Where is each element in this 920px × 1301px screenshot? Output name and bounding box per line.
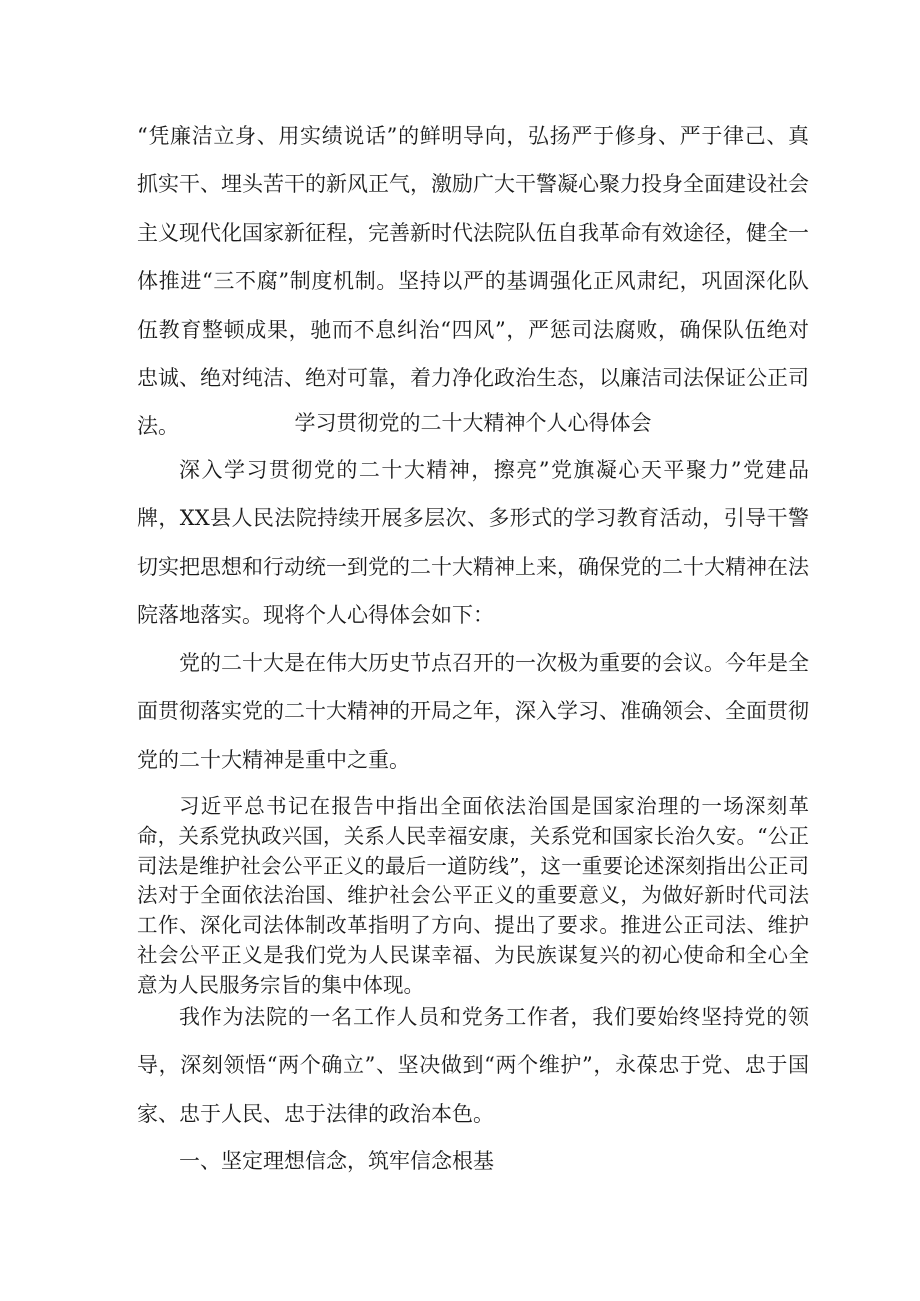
intro-paragraph: 深入学习贯彻党的二十大精神，擦亮”党旗凝心天平聚力”党建品牌，XX县人民法院持续开展多层次、多形式的学习教育活动，引导干警切实把思想和行动统一到党的二十大精神上来，确保党的二十大精神在法院落地落实。现将个人心得体会如下：: [137, 458, 809, 628]
commitment-paragraph: 我作为法院的一名工作人员和党务工作者，我们要始终坚持党的领导，深刻领悟“两个确立”、坚决做到“两个维护”，永葆忠于党、忠于国家、忠于人民、忠于法律的政治本色。: [137, 1005, 809, 1126]
subheading-one: 一、坚定理想信念，筑牢信念根基: [179, 1149, 494, 1173]
section-heading: 学习贯彻党的二十大精神个人心得体会: [294, 411, 652, 435]
justice-paragraph: 习近平总书记在报告中指出全面依法治国是国家治理的一场深刻革命，关系党执政兴国，关系人民幸福安康，关系党和国家长治久安。“公正司法是维护社会公平正义的最后一道防线”，这一重要论述深刻指出公正司法对于全面依法治国、维护社会公平正义的重要意义，为做好新时代司法工作、深化司法体制改革指明了方向、提出了要求。推进公正司法、维护社会公平正义是我们党为人民谋幸福、为民族谋复兴的初心使命和全心全意为人民服务宗旨的集中体现。: [137, 794, 809, 997]
continuation-paragraph: “凭廉洁立身、用实绩说话”的鲜明导向，弘扬严于修身、严于律己、真抓实干、埋头苦干的新风正气，激励广大干警凝心聚力投身全面建设社会主义现代化国家新征程，完善新时代法院队伍自我革命有效途径，健全一体推进“三不腐”制度机制。坚持以严的基调强化正风肃纪，巩固深化队伍教育整顿成果，驰而不息纠治“四风”，严惩司法腐败，确保队伍绝对忠诚、绝对纯洁、绝对可靠，着力净化政治生态，以廉洁司法保证公正司法。: [137, 124, 809, 439]
congress-paragraph: 党的二十大是在伟大历史节点召开的一次极为重要的会议。今年是全面贯彻落实党的二十大精神的开局之年，深入学习、准确领会、全面贯彻党的二十大精神是重中之重。: [137, 651, 809, 772]
